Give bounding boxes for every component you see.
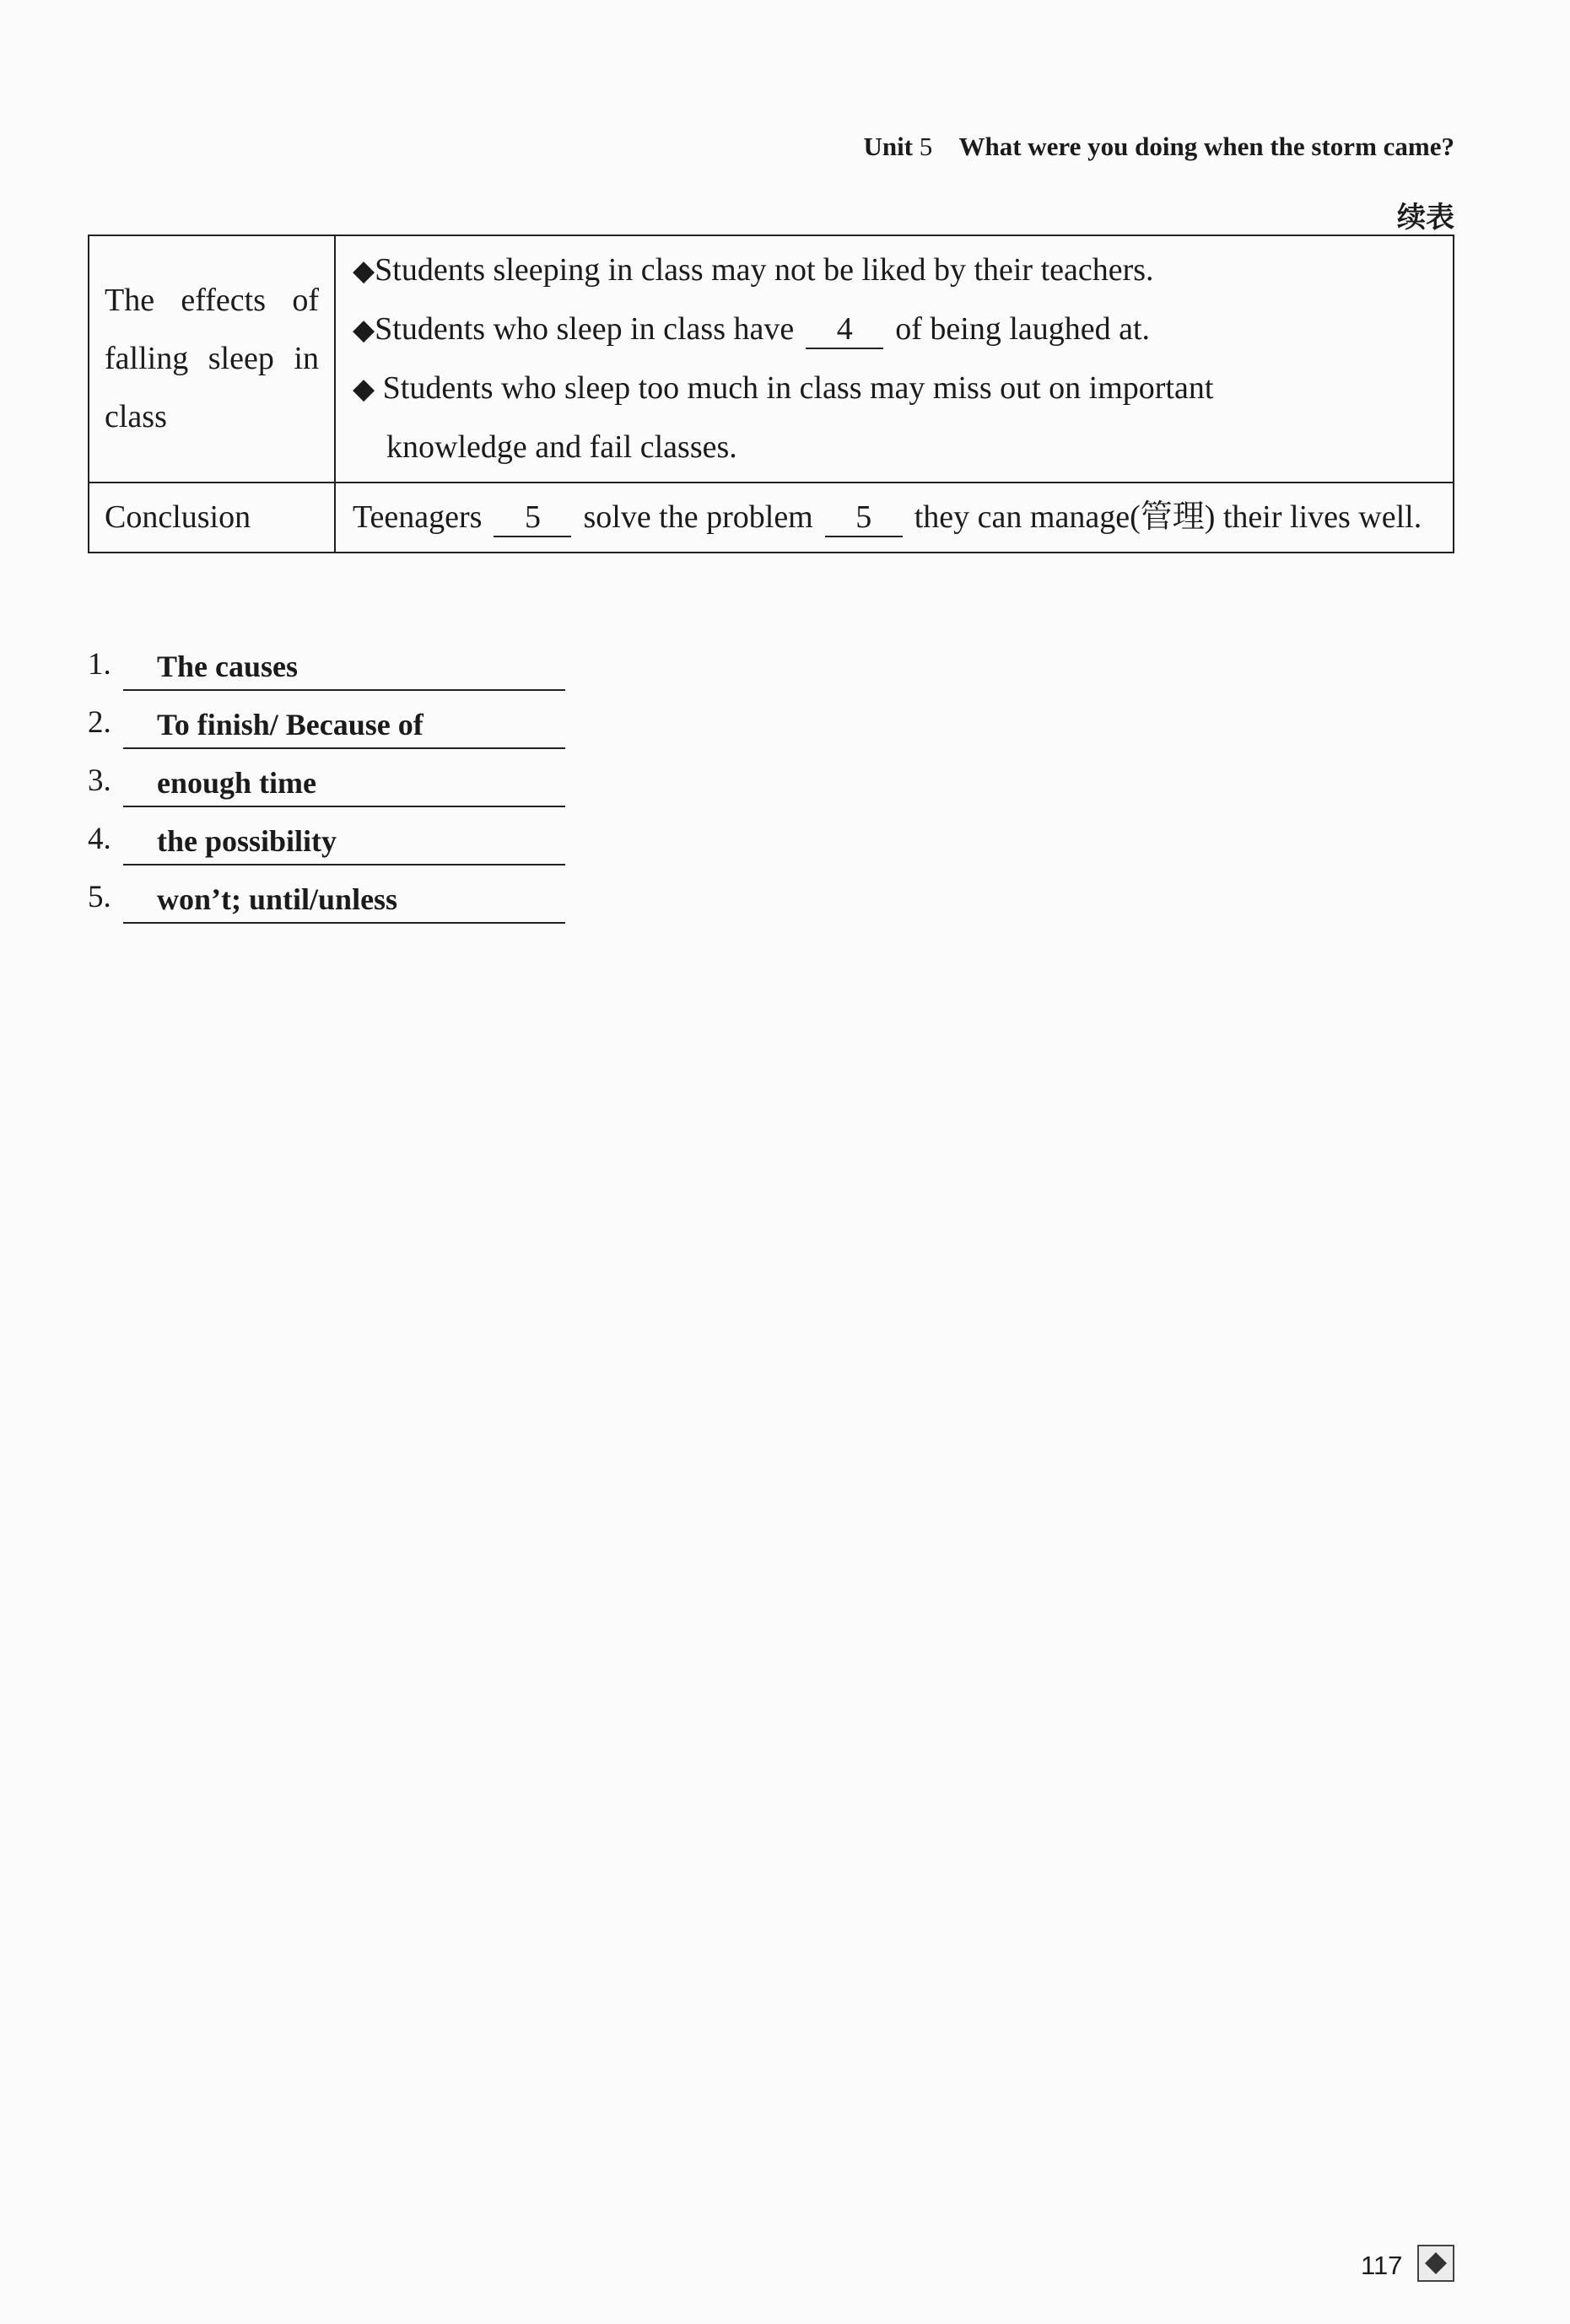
answer-text: The causes bbox=[123, 649, 565, 691]
blank-5b[interactable]: 5 bbox=[825, 500, 903, 537]
bullet-text: of being laughed at. bbox=[895, 311, 1151, 347]
table-row bbox=[89, 235, 1454, 483]
answer-number: 1. bbox=[88, 647, 111, 682]
list-item bbox=[88, 865, 565, 924]
bullet-text: Students sleeping in class may not be liked by their teachers. bbox=[375, 252, 1154, 288]
conclusion-text bbox=[353, 488, 1439, 547]
unit-title: What were you doing when the storm came? bbox=[958, 132, 1454, 161]
black-diamond-icon: ◆ bbox=[353, 372, 375, 406]
diamond-box-icon bbox=[1417, 2245, 1454, 2282]
table-row bbox=[89, 483, 1454, 553]
conclusion-part: solve the problem bbox=[583, 499, 813, 535]
conclusion-part: Teenagers bbox=[353, 499, 483, 535]
answer-number: 4. bbox=[88, 822, 111, 856]
bullet-text: Students who sleep too much in class may miss out on important bbox=[382, 370, 1214, 406]
bullet-item bbox=[353, 359, 1439, 477]
conclusion-part: they can manage(管理) their lives well. bbox=[914, 499, 1422, 535]
black-diamond-icon: ◆ bbox=[353, 254, 375, 288]
conclusion-content bbox=[335, 483, 1454, 553]
answer-text: the possibility bbox=[123, 823, 565, 865]
summary-table bbox=[88, 235, 1454, 553]
answer-number: 3. bbox=[88, 763, 111, 798]
blank-4[interactable]: 4 bbox=[806, 312, 883, 349]
answer-text: won’t; until/unless bbox=[123, 882, 565, 924]
list-item bbox=[88, 691, 565, 749]
unit-label: Unit bbox=[863, 132, 914, 161]
answer-list bbox=[88, 633, 565, 924]
answer-text: To finish/ Because of bbox=[123, 707, 565, 749]
effects-label: The effects of falling sleep in class bbox=[89, 235, 335, 483]
list-item bbox=[88, 633, 565, 691]
conclusion-label: Conclusion bbox=[89, 483, 335, 553]
bullet-text: knowledge and fail classes. bbox=[386, 429, 737, 465]
answer-number: 2. bbox=[88, 705, 111, 740]
bullet-item bbox=[353, 300, 1439, 359]
answer-number: 5. bbox=[88, 880, 111, 914]
list-item bbox=[88, 749, 565, 807]
bullet-text: Students who sleep in class have bbox=[375, 311, 795, 347]
answer-text: enough time bbox=[123, 765, 565, 807]
bullet-item bbox=[353, 241, 1439, 300]
continued-label: 续表 bbox=[1397, 201, 1454, 235]
page-number: 117 bbox=[1361, 2251, 1403, 2280]
effects-content bbox=[335, 235, 1454, 483]
list-item bbox=[88, 807, 565, 865]
black-diamond-icon: ◆ bbox=[353, 313, 375, 347]
unit-number: 5 bbox=[919, 132, 933, 161]
blank-5a[interactable]: 5 bbox=[494, 500, 571, 537]
page-header bbox=[863, 132, 1454, 162]
